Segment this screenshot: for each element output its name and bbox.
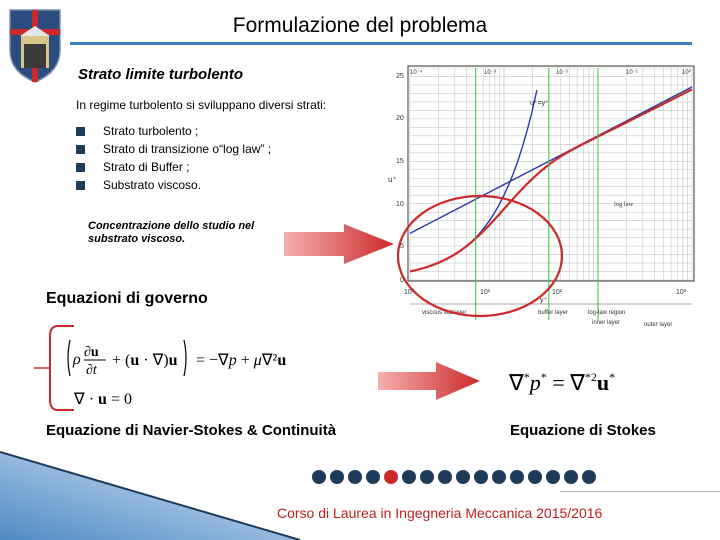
tick-label: 10⁰ — [682, 70, 692, 76]
region-label: buffer layer — [538, 310, 568, 316]
tick-label: 10⁻⁴ — [410, 70, 423, 76]
arrow-right-icon — [376, 360, 486, 402]
bullet-text: Strato di Buffer ; — [103, 160, 190, 174]
title-divider — [70, 42, 692, 45]
pagination-dot[interactable] — [348, 470, 362, 484]
stokes-equation-label: Equazione di Stokes — [510, 422, 656, 439]
list-item — [76, 158, 271, 176]
pagination-dot[interactable] — [546, 470, 560, 484]
tick-label: 10³ — [676, 289, 687, 296]
tick-label: 10¹ — [480, 289, 491, 296]
pagination-dot[interactable] — [492, 470, 506, 484]
pagination-dot[interactable] — [456, 470, 470, 484]
svg-text:+ (u · ∇)u: + (u · ∇)u — [112, 352, 178, 369]
tick-label: 20 — [396, 115, 404, 122]
svg-text:∂u: ∂u — [84, 345, 99, 360]
tick-label: 10⁻¹ — [626, 70, 638, 76]
page-title: Formulazione del problema — [232, 14, 488, 37]
tick-label: 0 — [400, 277, 404, 284]
section-heading-governo: Equazioni di governo — [46, 290, 208, 307]
list-item — [76, 122, 271, 140]
pagination-dot[interactable] — [402, 470, 416, 484]
svg-text:∂t: ∂t — [86, 363, 97, 378]
pagination-dot[interactable] — [474, 470, 488, 484]
svg-text:ρ: ρ — [73, 351, 81, 368]
curve-label: log law — [614, 201, 634, 208]
pagination-dot[interactable] — [330, 470, 344, 484]
tick-label: 5 — [400, 243, 404, 250]
slide-pagination — [312, 470, 596, 484]
svg-text:∇*p* = ∇*2u*: ∇*p* = ∇$^{*2}$u* — [509, 370, 616, 395]
axis-label-x: y⁺ — [540, 297, 548, 304]
axis-label-y: u⁺ — [388, 175, 397, 184]
svg-text:= −∇p + μ∇²u: = −∇p + μ∇²u — [196, 352, 287, 369]
pagination-dot[interactable] — [510, 470, 524, 484]
bullet-icon — [76, 163, 85, 172]
stokes-equation — [505, 362, 695, 402]
bullet-list — [76, 122, 271, 194]
focus-note — [88, 220, 288, 246]
region-label: outer layer — [644, 322, 673, 328]
tick-label: 10 — [396, 201, 404, 208]
bullet-icon — [76, 145, 85, 154]
tick-label: 15 — [396, 158, 404, 165]
pagination-dot[interactable] — [564, 470, 578, 484]
curve-label: u⁺=y⁺ — [530, 100, 549, 107]
pagination-dot[interactable] — [420, 470, 434, 484]
list-item — [76, 140, 271, 158]
svg-text:∇ · u = 0: ∇ · u = 0 — [74, 391, 132, 408]
bullet-icon — [76, 181, 85, 190]
bullet-text: Strato di transizione o“log law” ; — [103, 142, 272, 156]
pagination-dot[interactable] — [366, 470, 380, 484]
tick-label: 10⁻² — [556, 70, 568, 76]
pagination-dot[interactable] — [312, 470, 326, 484]
pagination-dot[interactable] — [528, 470, 542, 484]
region-label: viscous sublayer — [422, 310, 467, 316]
corner-decoration — [0, 452, 300, 540]
region-label: log-law region — [588, 310, 626, 316]
region-label: inner layer — [592, 320, 621, 326]
arrow-right-icon — [282, 222, 402, 268]
tick-label: 10⁻³ — [484, 70, 496, 76]
navier-stokes-equation — [30, 320, 370, 416]
tick-label: 10² — [552, 289, 563, 296]
pagination-dot[interactable] — [438, 470, 452, 484]
tick-label: 25 — [396, 73, 404, 80]
bullet-icon — [76, 127, 85, 136]
section-heading-strato: Strato limite turbolento — [78, 66, 243, 83]
bullet-text: Substrato viscoso. — [103, 178, 202, 192]
footer-text: Corso di Laurea in Ingegneria Meccanica 2015/2016 — [277, 505, 603, 521]
list-item — [76, 176, 271, 194]
pagination-dot-active[interactable] — [384, 470, 398, 484]
intro-text: In regime turbolento si sviluppano diversi strati: — [76, 98, 327, 112]
pagination-dot[interactable] — [582, 470, 596, 484]
focus-note-line: substrato viscoso. — [88, 233, 186, 245]
law-of-the-wall-plot — [388, 58, 704, 338]
tick-label: 10⁰ — [404, 289, 415, 296]
ns-equation-label: Equazione di Navier-Stokes & Continuità — [46, 422, 337, 439]
bullet-text: Strato turbolento ; — [103, 124, 199, 138]
focus-note-line: Concentrazione dello studio nel — [88, 220, 255, 232]
footer-divider — [560, 491, 720, 492]
